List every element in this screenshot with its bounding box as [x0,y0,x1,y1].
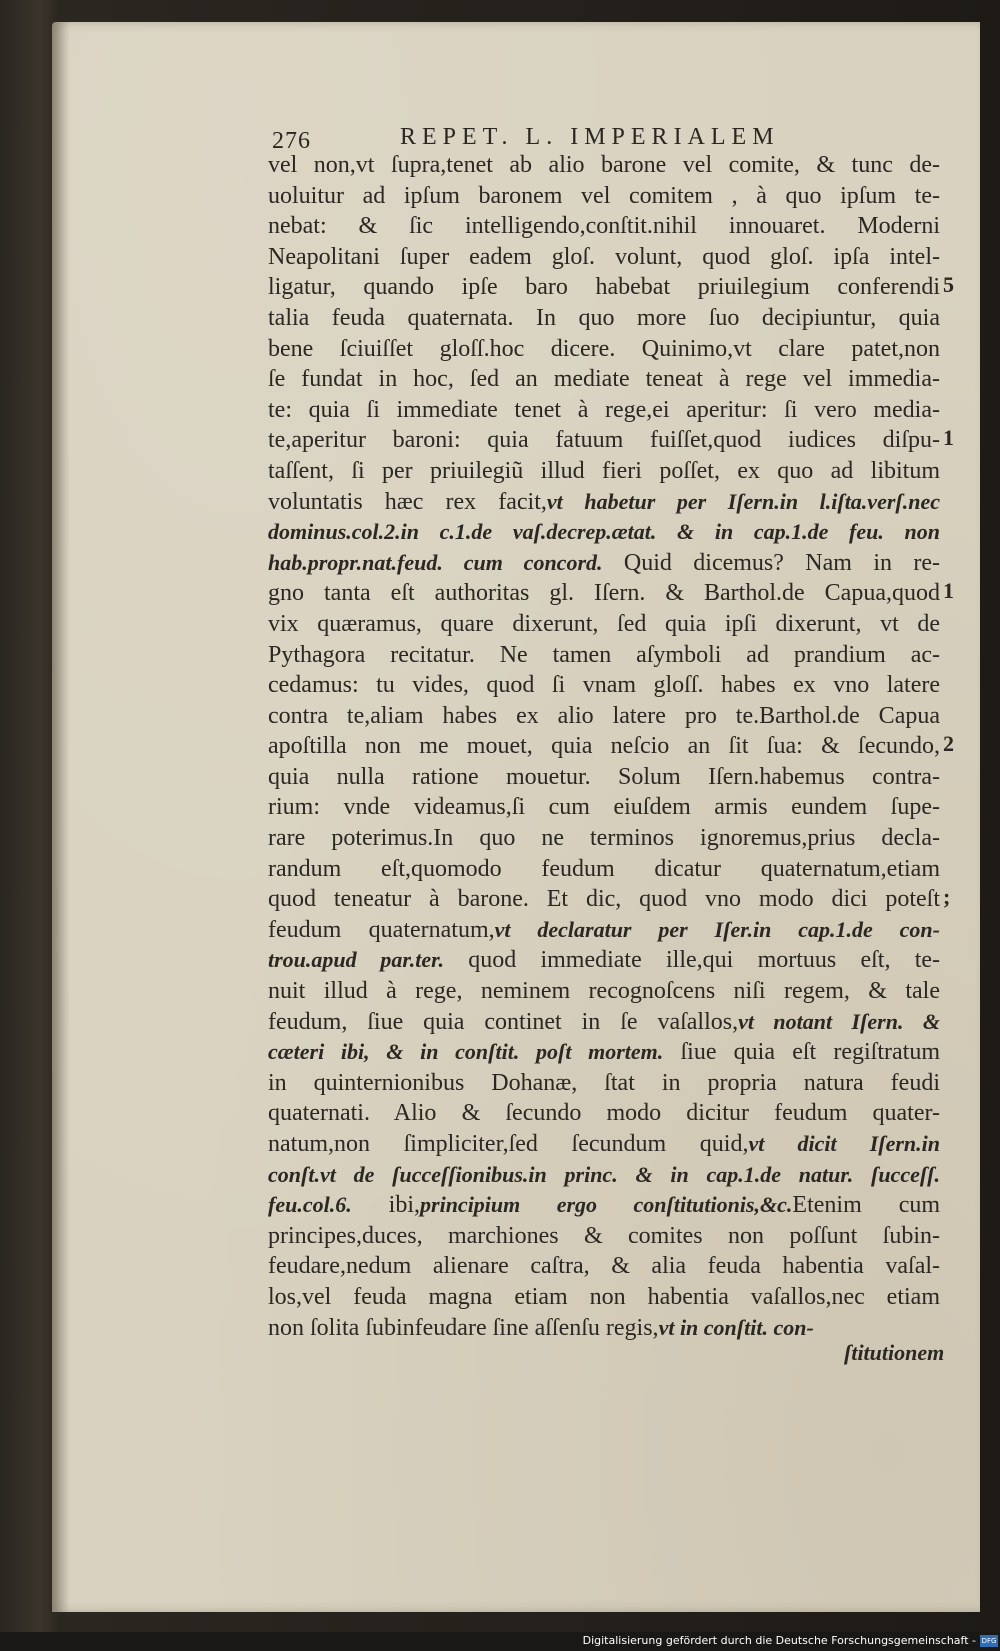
text-line [268,1129,940,1160]
text-line [268,1313,940,1344]
text-line [268,670,940,701]
text-line [268,823,940,854]
text-line [268,364,940,395]
line-text: talia feuda quaternata. In quo more ſuo decipiuntur, quia [268,304,940,331]
catchword: ſtitutionem [844,1340,945,1365]
line-text: natum,non ſimpliciter,ſed ſecundum quid, [268,1131,749,1157]
line-text: gno tanta eſt authoritas gl. Iſern. & Barthol.de Capua,quod [268,580,940,607]
digitization-credit: Digitalisierung gefördert durch die Deutsche Forschungsgemeinschaft - [582,1634,976,1647]
text-line [268,1221,940,1252]
line-text: feudum quaternatum, [268,916,495,943]
text-line [268,150,940,181]
text-line [268,976,940,1007]
line-text: vel non,vt ſupra,tenet ab alio barone vel comite, & tunc de- [268,152,940,178]
line-text: voluntatis hæc rex facit, [268,488,547,515]
line-text: bene ſciuiſſet gloſſ.hoc dicere. Quinimo,vt clare patet,non [268,335,940,362]
margin-mark: 2 [943,731,954,756]
text-line [268,1251,940,1282]
line-text: te: quia ſi immediate tenet à rege,ei aperitur: ſi vero media- [268,396,940,423]
text-line [268,640,940,671]
citation-text: vt notant Iſern. & [738,1008,940,1034]
text-line [268,395,940,426]
line-text: rium: vnde videamus,ſi cum eiuſdem armis eundem ſupe- [268,794,940,821]
line-text: feudare,nedum alienare caſtra, & alia feuda habentia vaſal- [268,1253,940,1280]
line-text: vix quæramus, quare dixerunt, ſed quia ipſi dixerunt, vt de [268,610,940,637]
citation-text: hab.propr.nat.feud. cum concord. [268,549,603,575]
line-text: principes,duces, marchiones & comites non poſſunt ſubin- [268,1222,940,1249]
citation-text: conſt.vt de ſucceſſionibus.in princ. & in cap.1.de natur. ſucceſſ. [268,1161,940,1187]
text-line [268,1068,940,1099]
line-text: nebat: & ſic intelligendo,conſtit.nihil innouaret. Moderni [268,213,940,240]
text-line [268,211,940,242]
text-line [268,517,940,548]
line-text: los,vel feuda magna etiam non habentia vaſallos,nec etiam [268,1283,940,1310]
line-text: rare poterimus.In quo ne terminos ignoremus,prius decla- [268,825,940,852]
line-text: contra te,aliam habes ex alio latere pro te.Barthol.de Capua [268,702,940,729]
line-text: randum eſt,quomodo feudum dicatur quaternatum,etiam [268,855,940,882]
line-text: ligatur, quando ipſe baro habebat priuilegium conferendi [268,274,940,301]
line-text: te,aperitur baroni: quia fatuum fuiſſet,quod iudices diſpu- [268,427,940,454]
running-head: REPET. L. IMPERIALEM [400,124,780,150]
text-line [268,303,940,334]
line-text: apoſtilla non me mouet, quia neſcio an ſit ſua: & ſecundo, [268,733,940,760]
line-text: nuit illud à rege, neminem recognoſcens niſi regem, & tale [268,978,940,1005]
line-text: quaternati. Alio & ſecundo modo dicitur feudum quater- [268,1100,940,1127]
text-line [268,1007,940,1038]
text-line [268,792,940,823]
line-text: quod teneatur à barone. Et dic, quod vno modo dici poteſt [268,886,940,913]
line-text: taſſent, ſi per priuilegiũ illud fieri poſſet, ex quo ad libitum [268,457,940,484]
text-line [268,731,940,762]
text-line [268,334,940,365]
text-line [268,487,940,518]
line-text: quia nulla ratione mouetur. Solum Iſern.habemus contra- [268,763,940,790]
margin-mark: 1 [943,425,954,450]
text-line [268,854,940,885]
text-line [268,945,940,976]
text-line [268,1190,940,1221]
citation-text: vt habetur per Iſern.in l.iſta.verſ.nec [546,488,940,514]
text-line [268,181,940,212]
line-text: uoluitur ad ipſum baronem vel comitem , à quo ipſum te- [268,182,940,209]
line-text: in quinternionibus Dohanæ, ſtat in propria natura feudi [268,1069,940,1096]
line-text: Pythagora recitatur. Ne tamen aſymboli ad prandium ac- [268,641,940,668]
text-line [268,548,940,579]
page-gutter-shadow [52,22,70,1612]
text-line [268,1282,940,1313]
line-text: non ſolita ſubinfeudare ſine aſſenſu regis, [268,1314,659,1341]
margin-mark: 5 [943,272,954,297]
text-line [268,456,940,487]
citation-text: trou.apud par.ter. [268,947,444,973]
line-text: cedamus: tu vides, quod ſi vnam gloſſ. habes ex vno latere [268,672,940,699]
citation-text: vt declaratur per Iſer.in cap.1.de con- [494,916,940,942]
line-text: ibi, [388,1192,421,1219]
text-line [268,272,940,303]
line-text: Etenim cum [792,1192,940,1219]
text-line [268,701,940,732]
text-line [268,762,940,793]
text-line [268,609,940,640]
text-line [268,1037,940,1068]
text-line [268,884,940,915]
line-text: ſe fundat in hoc, ſed an mediate teneat à rege vel immedia- [268,366,940,393]
text-line [268,578,940,609]
line-text: Neapolitani ſuper eadem gloſ. volunt, quod gloſ. ipſa intel- [268,243,940,270]
body-text [268,150,940,1343]
text-line [268,1098,940,1129]
citation-text: cæteri ibi, & in conſtit. poſt mortem. [268,1039,664,1065]
text-line [268,242,940,273]
text-line [268,425,940,456]
line-text: feudum, ſiue quia continet in ſe vaſallos, [268,1008,739,1035]
margin-mark: ; [943,884,951,909]
citation-text: principium ergo conſtitutionis,&c. [420,1192,793,1218]
dfg-logo: DFG [981,1637,997,1645]
citation-text: feu.col.6. [268,1192,352,1218]
line-text: quod immediate ille,qui mortuus eſt, te- [468,947,940,974]
citation-text: dominus.col.2.in c.1.de vaſ.decrep.ætat. & in cap.1.de feu. non [268,519,940,545]
margin-mark: 1 [943,578,954,603]
citation-text: vt in conſtit. con- [658,1314,814,1340]
folio-number: 276 [272,128,311,154]
line-text: ſiue quia eſt regiſtratum [680,1039,940,1066]
citation-text: vt dicit Iſern.in [748,1131,940,1156]
line-text: Quid dicemus? Nam in re- [623,549,940,576]
text-line [268,1160,940,1191]
text-line [268,915,940,946]
